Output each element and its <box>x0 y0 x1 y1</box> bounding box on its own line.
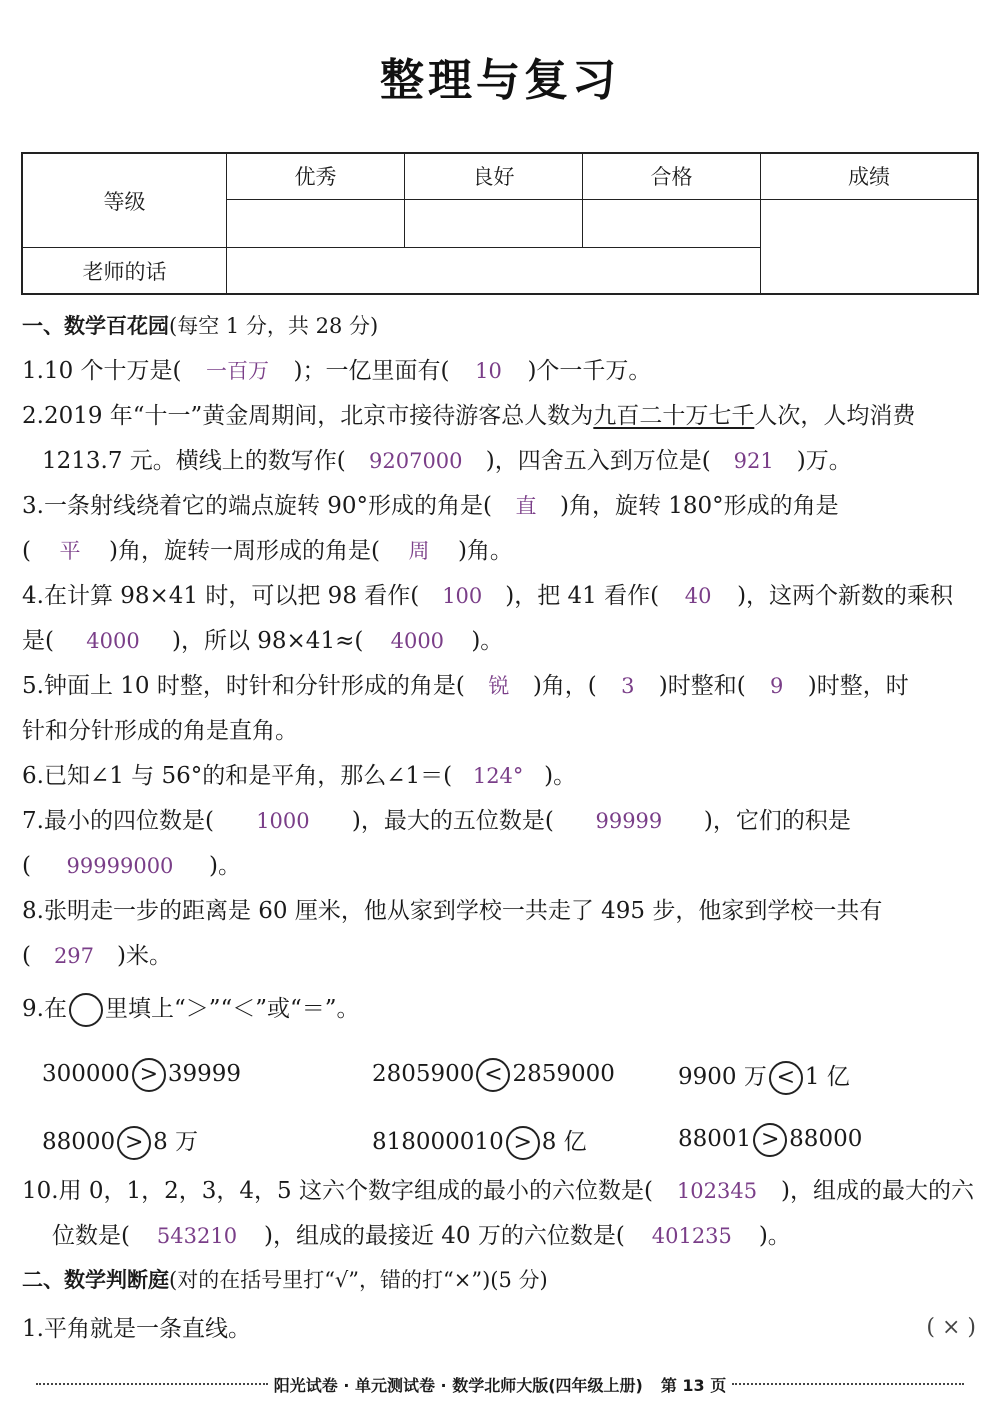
q9-6-sign[interactable]: > <box>753 1123 787 1157</box>
section2-note: (对的在括号里打“√”，错的打“×”)(5 分) <box>169 1268 548 1292</box>
question-5-line-1 <box>22 675 980 698</box>
q1-text-b: )；一亿里面有( <box>293 358 450 384</box>
question-2-line-1 <box>22 405 980 428</box>
q3-text-b: )角，旋转 180°形成的角是 <box>560 493 839 519</box>
page-title: 整理与复习 <box>380 55 620 106</box>
question-4-line-1 <box>22 585 980 608</box>
question-7-line-2 <box>22 855 980 878</box>
q2-underlined-number: 九百二十万七千 <box>593 403 755 429</box>
q8-text-a: ( <box>22 943 31 969</box>
q4-text-d: 是( <box>22 628 54 654</box>
question-8-line-2 <box>22 945 980 968</box>
q9-text-a: 9.在 <box>22 996 67 1022</box>
q4-text-c: )，这两个新数的乘积 <box>737 583 954 609</box>
q9-1-left: 300000 <box>42 1061 130 1087</box>
grade-row-label: 等级 <box>22 153 227 248</box>
q10-answer-3[interactable]: 401235 <box>651 1224 732 1248</box>
grade-table <box>21 152 979 295</box>
q9-1-right: 39999 <box>167 1061 241 1087</box>
q9-2-sign[interactable]: < <box>476 1058 510 1092</box>
q9-2-left: 2805900 <box>372 1061 475 1087</box>
empty-circle-icon <box>69 993 103 1027</box>
q9-4-left: 88000 <box>42 1129 116 1155</box>
q9-4-sign[interactable]: > <box>117 1126 151 1160</box>
question-10-line-1 <box>22 1180 980 1203</box>
teacher-comment-label: 老师的话 <box>22 248 227 294</box>
q10-text-a: 10.用 0，1，2，3，4，5 这六个数字组成的最小的六位数是( <box>22 1178 653 1204</box>
question-3-line-1 <box>22 495 980 518</box>
grade-level-pass: 合格 <box>583 153 761 199</box>
question-1 <box>22 360 980 383</box>
score-cell[interactable] <box>761 199 979 294</box>
q5-text-d: )时整，时 <box>807 673 909 699</box>
grade-level-excellent: 优秀 <box>227 153 405 199</box>
q9-5-right: 8 亿 <box>541 1129 587 1155</box>
q3-text-e: )角。 <box>457 538 513 564</box>
q5-text-a: 5.钟面上 10 时整，时针和分针形成的角是( <box>22 673 465 699</box>
q5-answer-3[interactable]: 9 <box>770 674 784 698</box>
q4-answer-2[interactable]: 40 <box>684 584 712 608</box>
q5-answer-1[interactable]: 锐 <box>488 674 510 698</box>
question-9 <box>22 993 980 1027</box>
page-footer <box>30 1372 970 1396</box>
q9-5-left: 818000010 <box>372 1129 504 1155</box>
section2-heading <box>22 1270 980 1291</box>
q9-2-right: 2859000 <box>512 1061 615 1087</box>
q10-text-c: 位数是( <box>52 1223 130 1249</box>
question-5-line-2: 针和分针形成的角是直角。 <box>22 718 298 744</box>
q6-text-a: 6.已知∠1 与 56°的和是平角，那么∠1＝( <box>22 763 453 789</box>
q7-text-d: ( <box>22 853 31 879</box>
section1-title: 一、数学百花园 <box>22 314 169 338</box>
score-label: 成绩 <box>761 153 979 199</box>
q2-text-b: 人次，人均消费 <box>754 403 916 429</box>
question-4-line-2 <box>22 630 980 653</box>
question-6 <box>22 765 980 788</box>
q3-text-d: )角，旋转一周形成的角是( <box>108 538 380 564</box>
q9-compare-4 <box>42 1123 198 1160</box>
q9-compare-5 <box>372 1123 587 1160</box>
judge-1: 1.平角就是一条直线。 <box>22 1316 251 1342</box>
q1-text-a: 1.10 个十万是( <box>22 358 182 384</box>
q10-answer-1[interactable]: 102345 <box>676 1179 758 1203</box>
q9-compare-6 <box>678 1123 862 1157</box>
q7-answer-3[interactable]: 99999000 <box>66 854 174 878</box>
q8-answer-1[interactable]: 297 <box>53 944 95 968</box>
grade-cell-pass[interactable] <box>583 199 761 247</box>
q5-answer-2[interactable]: 3 <box>621 674 635 698</box>
q1-answer-1[interactable]: 一百万 <box>206 359 269 383</box>
q7-text-b: )，最大的五位数是( <box>351 808 554 834</box>
footer-dots-right <box>732 1383 964 1385</box>
q9-3-right: 1 亿 <box>804 1064 850 1090</box>
q9-compare-1 <box>42 1058 241 1092</box>
q7-text-e: )。 <box>208 853 241 879</box>
question-3-line-2 <box>22 540 980 563</box>
question-7-line-1 <box>22 810 980 833</box>
q9-compare-3 <box>678 1058 850 1095</box>
q9-4-right: 8 万 <box>153 1129 199 1155</box>
q4-text-b: )，把 41 看作( <box>505 583 660 609</box>
q5-text-c: )时整和( <box>658 673 746 699</box>
q4-text-a: 4.在计算 98×41 时，可以把 98 看作( <box>22 583 420 609</box>
q2-answer-2[interactable]: 921 <box>733 449 774 473</box>
q6-answer-1[interactable]: 124° <box>472 764 524 788</box>
q4-answer-4[interactable]: 4000 <box>390 629 445 653</box>
grade-cell-good[interactable] <box>405 199 583 247</box>
q10-answer-2[interactable]: 543210 <box>156 1224 238 1248</box>
q1-text-c: )个一千万。 <box>527 358 652 384</box>
footer-page-number: 第 13 页 <box>660 1375 727 1395</box>
q1-answer-2[interactable]: 10 <box>475 359 502 383</box>
section1-note: (每空 1 分，共 28 分) <box>169 314 379 338</box>
q9-text-b: 里填上“＞”“＜”或“＝”。 <box>104 996 360 1022</box>
grade-level-good: 良好 <box>405 153 583 199</box>
q3-text-a: 3.一条射线绕着它的端点旋转 90°形成的角是( <box>22 493 492 519</box>
q4-answer-3[interactable]: 4000 <box>86 629 140 653</box>
q9-3-left: 9900 万 <box>678 1064 767 1090</box>
teacher-comment-cell[interactable] <box>227 248 761 294</box>
footer-dots-left <box>36 1383 268 1385</box>
q2-answer-1[interactable]: 9207000 <box>369 449 463 473</box>
section1-heading <box>22 316 980 337</box>
q7-text-c: )，它们的积是 <box>703 808 851 834</box>
q3-answer-1[interactable]: 直 <box>515 494 537 518</box>
q3-answer-3[interactable]: 周 <box>408 539 430 563</box>
q10-text-b: )，组成的最大的六 <box>780 1178 974 1204</box>
q10-text-e: )。 <box>758 1223 791 1249</box>
q4-text-e: )，所以 98×41≈( <box>171 628 364 654</box>
q9-1-sign[interactable]: > <box>132 1058 166 1092</box>
q7-answer-1[interactable]: 1000 <box>256 809 310 833</box>
q4-text-f: )。 <box>471 628 504 654</box>
q9-3-sign[interactable]: < <box>769 1061 803 1095</box>
question-2-line-2 <box>42 450 980 473</box>
q6-text-b: )。 <box>544 763 577 789</box>
q3-text-c: ( <box>22 538 31 564</box>
q10-text-d: )，组成的最接近 40 万的六位数是( <box>263 1223 625 1249</box>
q2-text-c: 1213.7 元。横线上的数写作( <box>42 448 346 474</box>
q9-6-left: 88001 <box>678 1126 752 1152</box>
question-8-line-1: 8.张明走一步的距离是 60 厘米，他从家到学校一共走了 495 步，他家到学校一共有 <box>22 898 883 924</box>
q9-5-sign[interactable]: > <box>506 1126 540 1160</box>
q9-6-right: 88000 <box>789 1126 863 1152</box>
q3-answer-2[interactable]: 平 <box>59 539 81 563</box>
q2-text-e: )万。 <box>796 448 852 474</box>
q2-text-a: 2.2019 年“十一”黄金周期间，北京市接待游客总人数为 <box>22 403 594 429</box>
q7-text-a: 7.最小的四位数是( <box>22 808 214 834</box>
grade-cell-excellent[interactable] <box>227 199 405 247</box>
q5-text-b: )角，( <box>532 673 597 699</box>
q4-answer-1[interactable]: 100 <box>442 584 483 608</box>
footer-book-title: 阳光试卷 · 单元测试卷 · 数学北师大版(四年级上册) <box>273 1375 643 1395</box>
section2-title: 二、数学判断庭 <box>22 1268 169 1292</box>
judge-1-answer[interactable]: ( × ) <box>926 1315 976 1340</box>
question-10-line-2 <box>52 1225 980 1248</box>
q7-answer-2[interactable]: 99999 <box>595 809 663 833</box>
q2-text-d: )，四舍五入到万位是( <box>485 448 711 474</box>
q8-text-b: )米。 <box>116 943 172 969</box>
q9-compare-2 <box>372 1058 615 1092</box>
